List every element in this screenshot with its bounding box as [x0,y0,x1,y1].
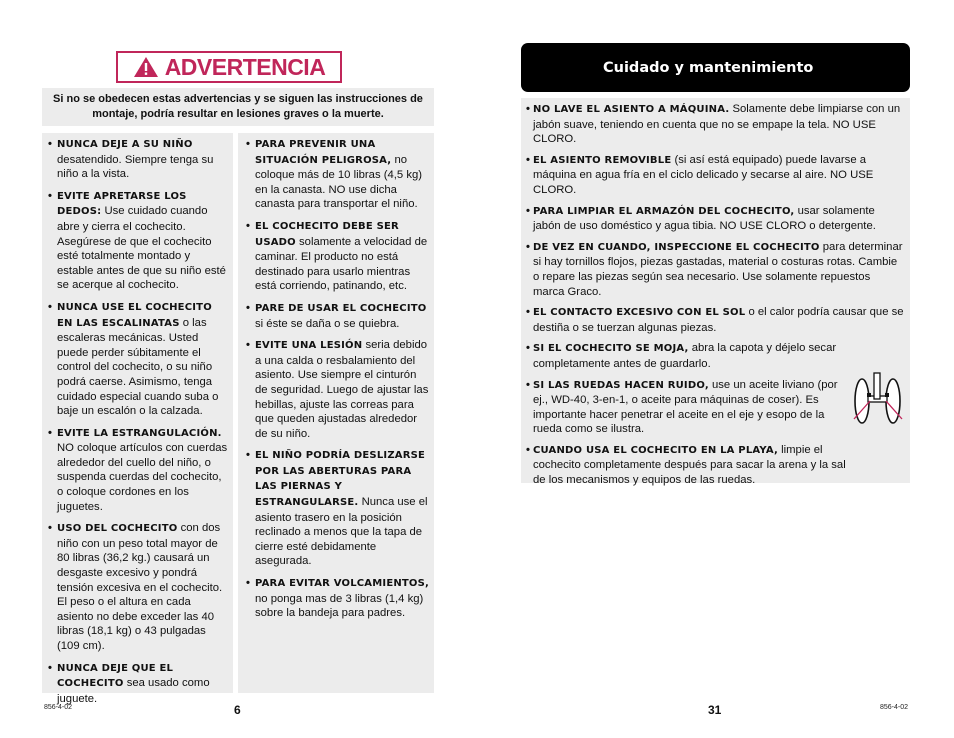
care-heading: NO LAVE EL ASIENTO A MÁQUINA. [533,104,730,115]
warning-item [48,426,229,515]
warning-heading: PARE DE USAR EL COCHECITO [255,302,427,314]
document-code-right: 856-4-02 [880,704,909,711]
warning-heading: PARA EVITAR VOLCAMIENTOS, [255,578,430,590]
bullet-icon: • [246,449,250,462]
wheel-oil-illustration [852,371,904,427]
warning-banner [116,51,342,83]
warning-text: si éste se daña o se quiebra. [255,317,400,330]
care-text: use un aceite liviano (por ej., WD-40, 3-en-1, o aceite para máquinas de coser). Es importante hacer penetrar el aceite en el eje y esopo de la rueda como se ilustra. [533,378,838,436]
page-number-right: 31 [708,703,722,717]
warning-text: NO coloque artículos con cuerdas alrededor del cuello del niño, o suspenda cuerdas del cochecito, o coloque cordones en los juguetes. [57,442,228,513]
bullet-icon: • [526,306,530,319]
care-item [521,341,904,371]
bullet-icon: • [246,138,250,150]
bullet-icon: • [246,219,250,232]
care-item [521,102,904,147]
bullet-icon: • [48,661,52,674]
warning-text: con dos niño con un peso total mayor de 80 libras (36,2 kg.) causará un desgaste excesivo y pondrá tensión excesiva en el cochecito. El peso o el altura en cada asiento no debe exceder las 40 libras (18,1 kg) o 43 pulgadas (109 cm). [57,522,223,652]
bullet-icon: • [48,522,52,535]
bullet-icon: • [526,153,530,166]
bullet-icon: • [526,378,530,391]
warning-item [48,521,229,653]
warning-text: seria debido a una calda o resbalamiento del asiento. Use siempre el cinturón de seguridad. Luego de ajustar las hebillas, ajuste las correas para que queden ajustadas alrededor de su niño. [255,339,429,440]
warning-text: desatendido. Siempre tenga su niño a la vista. [57,153,214,181]
warning-item [48,189,229,293]
warning-item [246,301,430,331]
care-heading: CUANDO USA EL COCHECITO EN LA PLAYA, [533,444,778,456]
warning-heading: EVITE UNA LESIÓN [255,340,363,352]
warning-item [246,219,430,294]
warning-title: ADVERTENCIA [164,53,326,80]
bullet-icon: • [48,426,52,439]
bullet-icon: • [526,443,530,456]
warning-heading: NUNCA USE EL COCHECITO EN LAS ESCALINATAS [57,301,212,329]
care-item [521,204,904,234]
bullet-icon: • [48,138,52,150]
warning-text: solamente a velocidad de caminar. El producto no está destinado para usarlo mientras está corriendo, patinando, etc. [255,235,428,293]
care-heading: PARA LIMPIAR EL ARMAZÓN DEL COCHECITO, [533,205,795,217]
warning-heading: PARA PREVENIR UNA SITUACIÓN PELIGROSA, [255,139,392,166]
warning-text: Nunca use el asiento trasero en la posición reclinado a menos que la tapa de cierre esté debidamente asegurada. [255,496,428,568]
care-heading: EL ASIENTO REMOVIBLE [533,154,672,166]
warning-item [246,576,430,621]
care-text: Solamente debe limpiarse con un jabón suave, teniendo en cuenta que no se empape la tela. NO USE CLORO. [533,103,901,146]
warning-item [48,300,229,419]
warning-text: no ponga mas de 3 libras (1,4 kg) sobre la bandeja para padres. [255,592,424,620]
warning-heading: NUNCA DEJE A SU NIÑO [57,139,193,150]
warning-item [246,338,430,441]
warning-heading: EL NIÑO PODRÍA DESLIZARSE POR LAS ABERTURAS PARA LAS PIERNAS Y ESTRANGULARSE. [255,450,426,509]
document-code-left: 856-4-02 [44,704,73,711]
care-item [521,378,904,437]
care-heading: DE VEZ EN CUANDO, INSPECCIONE EL COCHECITO [533,241,820,253]
care-item [521,443,904,488]
warning-heading: USO DEL COCHECITO [57,523,178,535]
bullet-icon: • [246,301,250,314]
bullet-icon: • [246,577,250,590]
warning-heading: EL COCHECITO DEBE SER USADO [255,220,399,248]
care-item [521,153,904,198]
warning-text: Use cuidado cuando abre y cierra el cochecito. Asegúrese de que el cochecito esté totalmente montado y estable antes de que su niño esté se acerque al cochecito. [57,205,226,292]
warning-triangle-icon [133,56,159,78]
care-section-title: Cuidado y mantenimiento [603,59,814,76]
care-section-header [521,43,910,92]
warnings-column-1 [42,133,233,705]
care-text: usar solamente jabón de uso doméstico y agua tibia. NO USE CLORO o detergente. [533,204,876,233]
care-heading: SI EL COCHECITO SE MOJA, [533,343,689,355]
warning-heading: EVITE LA ESTRANGULACIÓN. [57,427,222,439]
bullet-icon: • [246,339,250,352]
bullet-icon: • [526,240,530,253]
care-heading: EL CONTACTO EXCESIVO CON EL SOL [533,307,746,319]
warning-text: no coloque más de 10 libras (4,5 kg) en la canasta. NO use dicha canasta para transportar el niño. [255,153,423,211]
warning-item [246,448,430,569]
bullet-icon: • [526,204,530,217]
warning-heading: NUNCA DEJE QUE EL COCHECITO [57,662,174,690]
bullet-icon: • [48,300,52,313]
care-item [521,240,904,299]
care-text: limpie el cochecito completamente después para sacar la arena y la sal de los mecanismos y equipos de las ruedas. [533,443,846,487]
bullet-icon: • [526,342,530,355]
bullet-icon: • [48,189,52,202]
warning-intro: Si no se obedecen estas advertencias y se siguen las instrucciones de montaje, podría resultar en lesiones graves o la muerte. [42,88,434,126]
warning-item [48,661,229,707]
care-text: para determinar si hay tornillos flojos, piezas gastadas, material o costuras rotas. Cambie o repare las piezas según sea necesario. Use solamente repuestos marca Graco. [533,240,903,298]
page-number-left: 6 [234,703,241,717]
warning-item [246,137,430,212]
warning-item [48,137,229,182]
bullet-icon: • [526,103,530,115]
care-heading: SI LAS RUEDAS HACEN RUIDO, [533,379,709,391]
warning-heading: EVITE APRETARSE LOS DEDOS: [57,190,187,218]
care-item [521,305,904,335]
warning-text: o las escaleras mecánicas. Usted puede perder súbitamente el control del cochecito, o su niño podrá caerse. Asimismo, tenga cuidado especial cuando suba o baje un escalón o la calzada. [57,316,219,418]
warnings-column-2 [238,133,434,693]
care-text: o el calor podría causar que se destiña o se tuerzan algunas piezas. [533,306,904,334]
warning-text: sea usado como juguete. [57,677,210,705]
care-text: abra la capota y déjelo secar completamente antes de guardarlo. [533,342,837,370]
care-text: (si así está equipado) puede lavarse a máquina en agua fría en el ciclo delicado y secarse al aire. NO USE CLORO. [533,153,874,196]
